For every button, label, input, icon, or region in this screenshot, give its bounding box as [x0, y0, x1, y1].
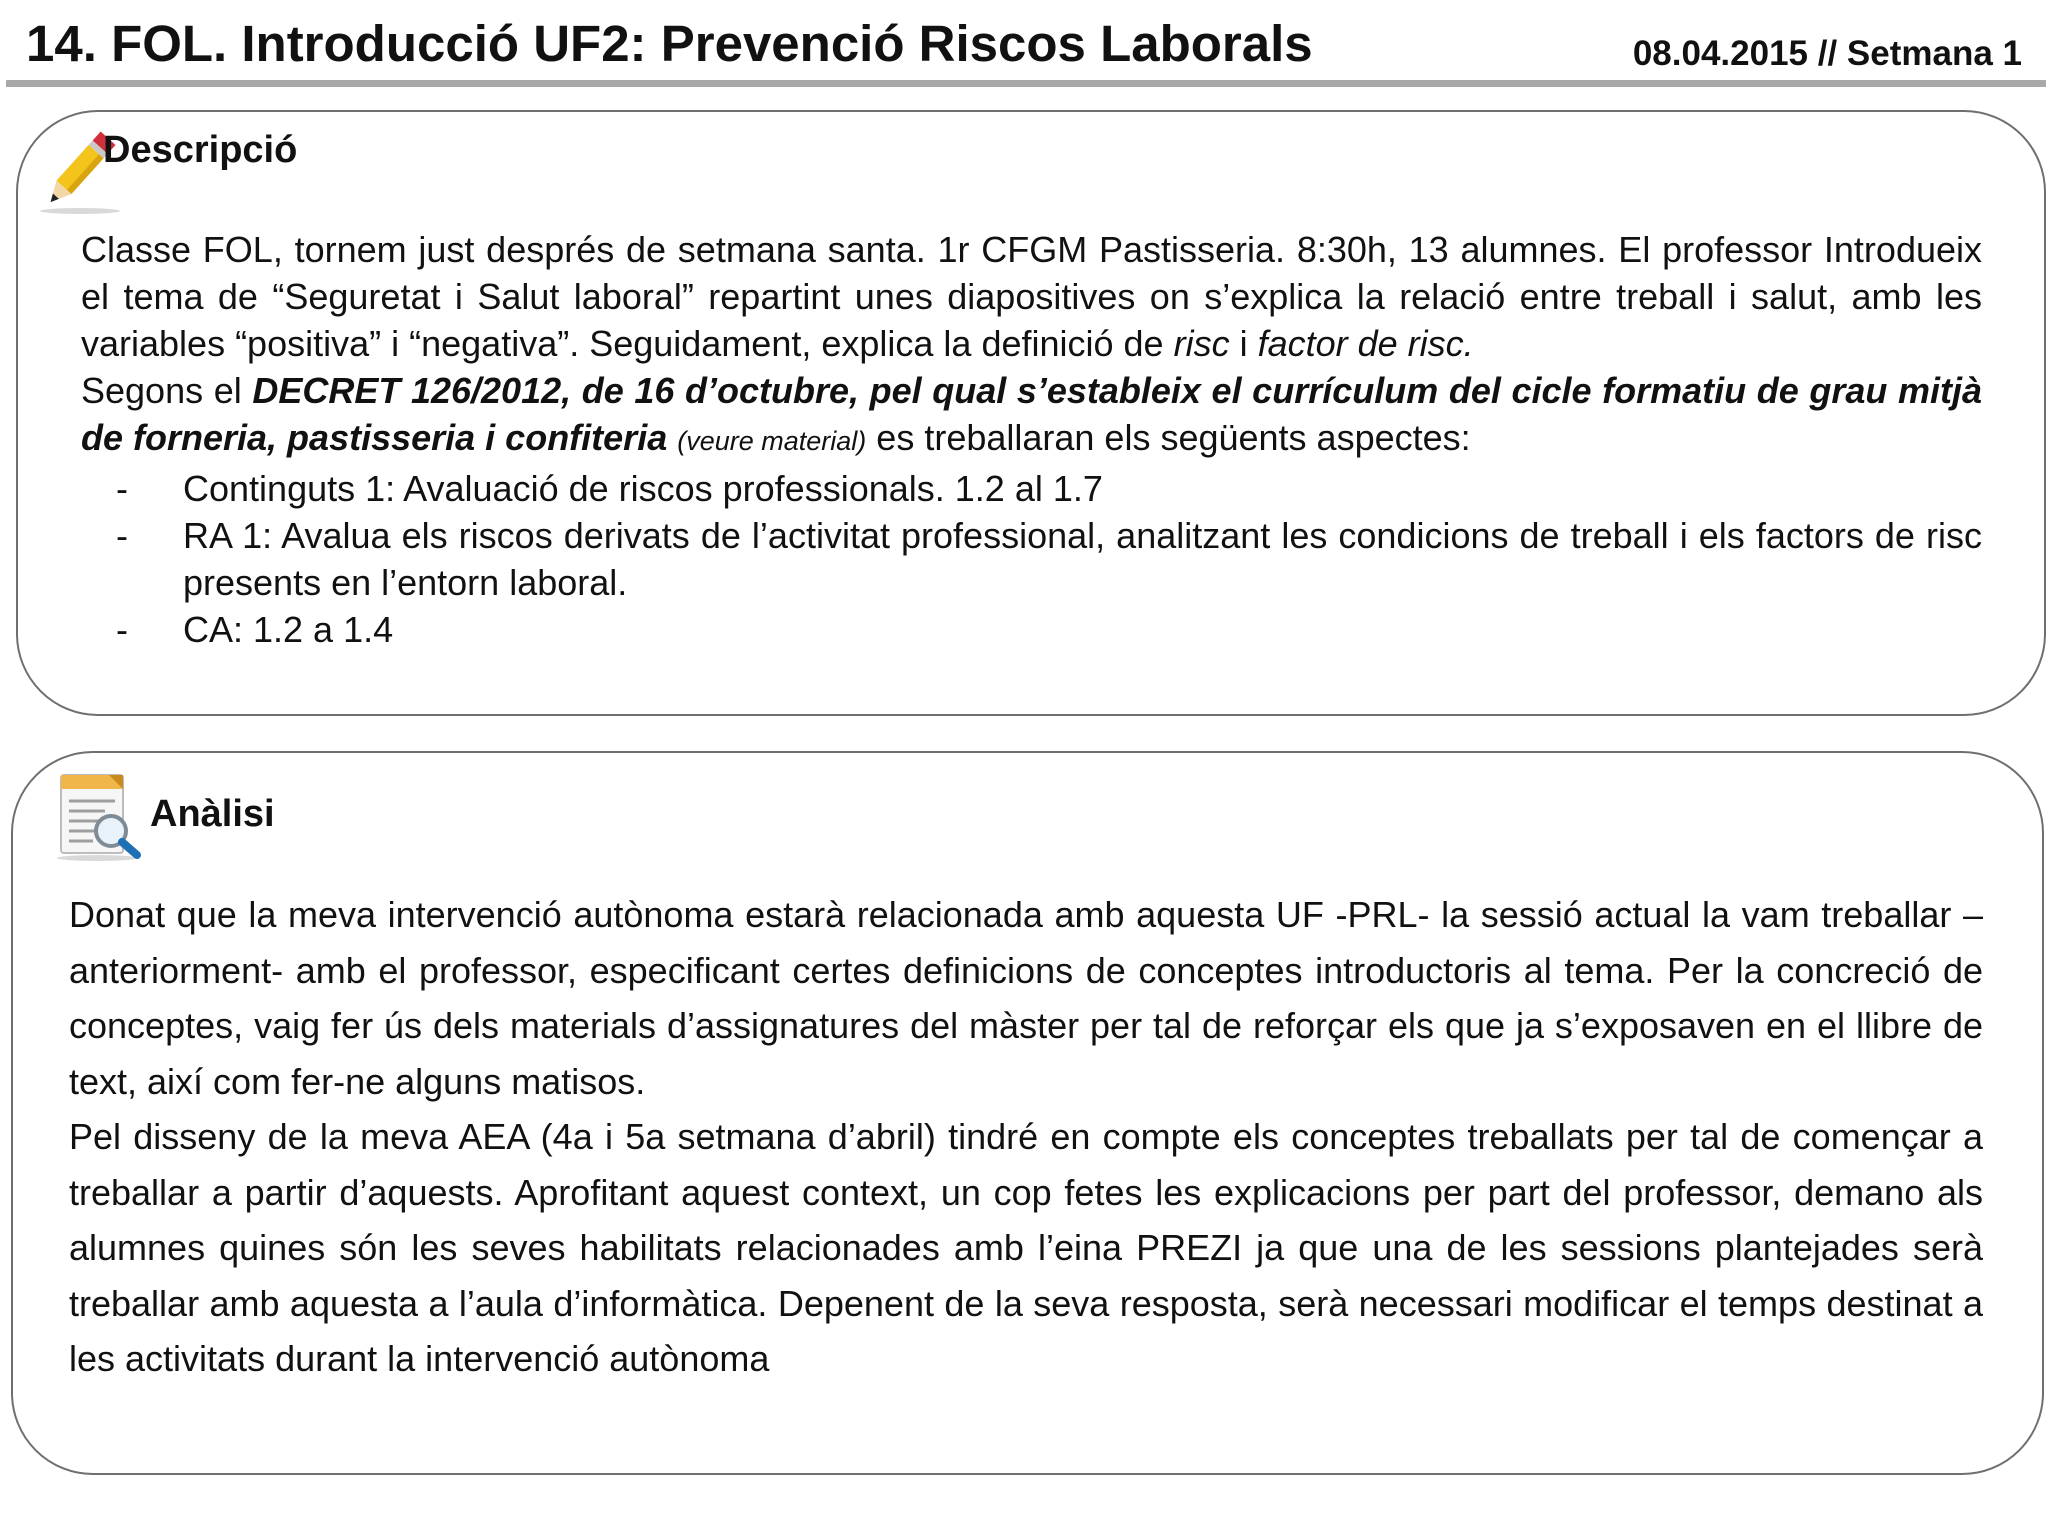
risc-term: risc	[1173, 323, 1230, 364]
list-item	[81, 512, 1982, 606]
analisi-panel	[11, 751, 2044, 1475]
analisi-paragraph-1: Donat que la meva intervenció autònoma estarà relacionada amb aquesta UF -PRL- la sessió actual la vam treballar –anteriorment- amb el professor, especificant certes definicions de conceptes introductoris al tema. Per la concreció de conceptes, vaig fer ús dels materials d’assignatures del màster per tal de reforçar els que ja s’exposaven en el llibre de text, així com fer-ne alguns matisos.	[69, 894, 1983, 1102]
list-item-text: RA 1: Avalua els riscos derivats de l’activitat professional, analitzant les condicions de treball i els factors de risc presents en l’entorn laboral.	[183, 515, 1982, 603]
aspects-list	[81, 465, 1982, 653]
conjunction-text: i	[1229, 323, 1258, 364]
document-magnifier-icon	[53, 769, 145, 863]
list-item	[81, 465, 1982, 512]
decret-reference: DECRET 126/2012, de 16 d’octubre, pel qual s’estableix el currículum del cicle formatiu de grau mitjà de forneria, pastisseria i confiteria	[81, 370, 1982, 458]
space-text	[667, 417, 677, 458]
list-item-text: CA: 1.2 a 1.4	[183, 609, 394, 650]
page-header	[0, 0, 2048, 88]
material-note: (veure material)	[677, 426, 867, 456]
paragraph-2-intro: Segons el	[81, 370, 253, 411]
descripcio-heading: Descripció	[103, 129, 298, 171]
factor-de-risc-term: factor de risc.	[1257, 323, 1474, 364]
list-item	[81, 606, 1982, 653]
list-dash: -	[116, 468, 128, 509]
descripcio-paragraph-1	[81, 226, 1982, 367]
list-item-text: Continguts 1: Avaluació de riscos professionals. 1.2 al 1.7	[183, 468, 1103, 509]
page-title: 14. FOL. Introducció UF2: Prevenció Riscos Laborals	[26, 15, 1313, 72]
header-divider	[6, 80, 2046, 87]
list-dash: -	[116, 609, 128, 650]
analisi-body	[69, 887, 1983, 1387]
descripcio-paragraph-2	[81, 367, 1982, 465]
descripcio-body	[81, 226, 1982, 653]
paragraph-1-text: Classe FOL, tornem just després de setmana santa. 1r CFGM Pastisseria. 8:30h, 13 alumnes. El professor Introdueix el tema de “Seguretat i Salut laboral” repartint unes diapositives on s’explica la relació entre treball i salut, amb les variables “positiva” i “negativa”. Seguidament, explica la definició de	[81, 229, 1982, 364]
paragraph-2-outro: es treballaran els següents aspectes:	[866, 417, 1471, 458]
analisi-heading: Anàlisi	[150, 793, 275, 835]
analisi-paragraph-2: Pel disseny de la meva AEA (4a i 5a setmana d’abril) tindré en compte els conceptes treballats per tal de començar a treballar a partir d’aquests. Aprofitant aquest context, un cop fetes les explicacions per part del professor, demano als alumnes quines són les seves habilitats relacionades amb l’eina PREZI ja que una de les sessions plantejades serà treballar amb aquesta a l’aula d’informàtica. Depenent de la seva resposta, serà necessari modificar el temps destinat a les activitats durant la intervenció autònoma	[69, 1116, 1983, 1379]
page-date: 08.04.2015 // Setmana 1	[1632, 34, 2022, 73]
list-dash: -	[116, 515, 128, 556]
descripcio-panel	[16, 110, 2046, 716]
